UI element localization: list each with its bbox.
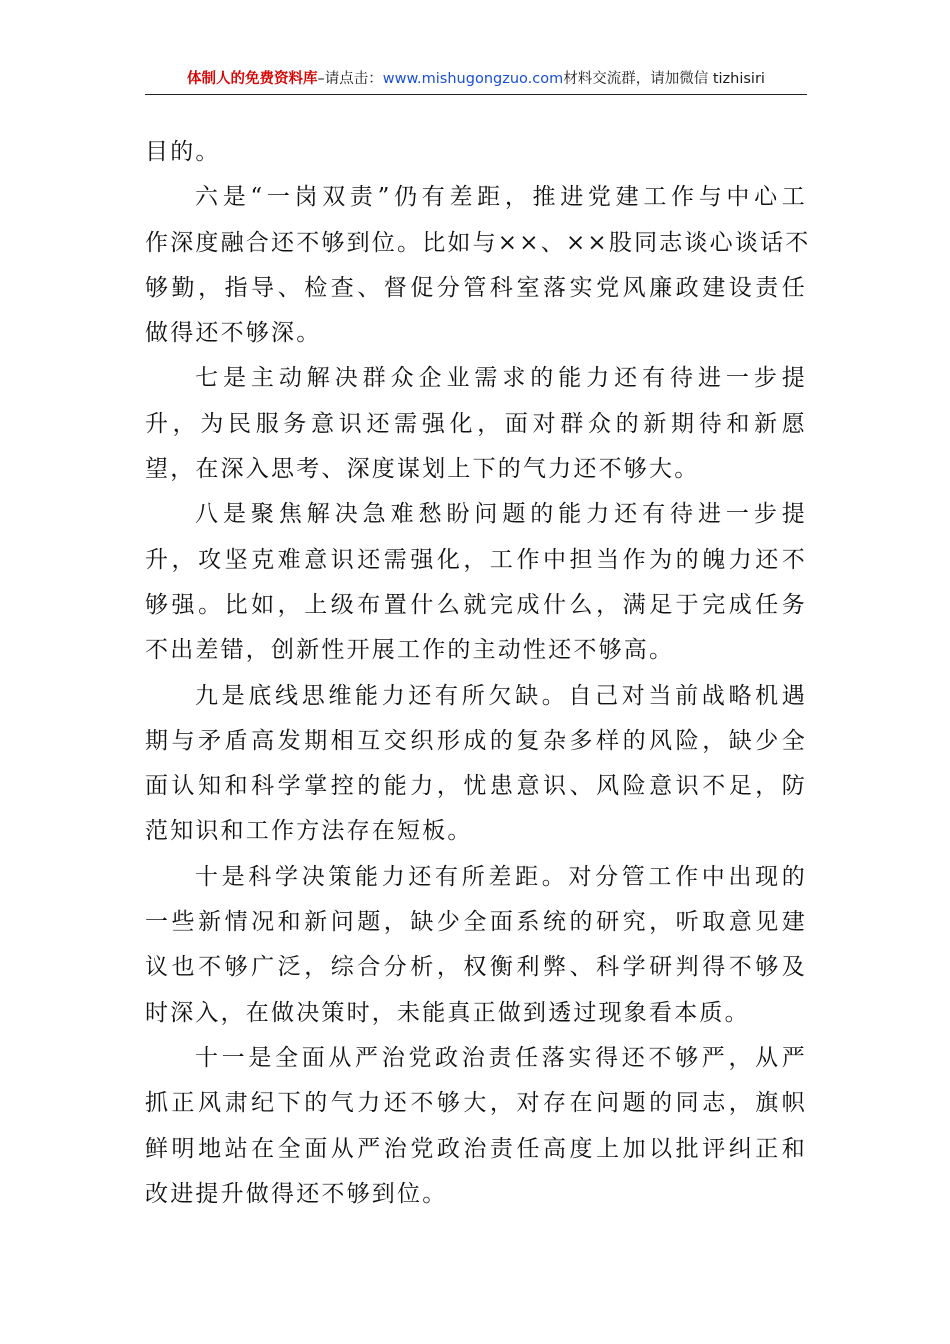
paragraph-nine-line: 面认知和科学掌控的能力，忧患意识、风险意识不足，防 xyxy=(145,773,807,800)
paragraph-nine-line: 范知识和工作方法存在短板。 xyxy=(145,818,473,845)
paragraph-six-line: 六是“一岗双责”仍有差距，推进党建工作与中心工 xyxy=(195,184,807,211)
document-body xyxy=(145,130,811,1217)
paragraph-eight-line: 升，攻坚克难意识还需强化，工作中担当作为的魄力还不 xyxy=(145,546,807,573)
paragraph-eleven-line: 十一是全面从严治党政治责任落实得还不够严，从严 xyxy=(195,1044,807,1071)
paragraph-six-line: 够勤，指导、检查、督促分管科室落实党风廉政建设责任 xyxy=(145,274,807,301)
paragraph-nine-line: 期与矛盾高发期相互交织形成的复杂多样的风险，缺少全 xyxy=(145,727,807,754)
header-prompt: –请点击： xyxy=(317,71,383,87)
paragraph-seven-line: 升，为民服务意识还需强化，面对群众的新期待和新愿 xyxy=(145,410,807,437)
paragraph-ten-line: 十是科学决策能力还有所差距。对分管工作中出现的 xyxy=(195,863,807,890)
paragraph-eight-line: 八是聚焦解决急难愁盼问题的能力还有待进一步提 xyxy=(195,501,807,528)
paragraph-eleven-line: 抓正风肃纪下的气力还不够大，对存在问题的同志，旗帜 xyxy=(145,1090,807,1117)
paragraph-seven-line: 望，在深入思考、深度谋划上下的气力还不够大。 xyxy=(145,456,700,483)
header-wechat-note: 材料交流群，请加微信 tizhisiri xyxy=(563,71,765,87)
paragraph-ten-line: 议也不够广泛，综合分析，权衡利弊、科学研判得不够及 xyxy=(145,954,807,981)
paragraph-ten-line: 时深入，在做决策时，未能真正做到透过现象看本质。 xyxy=(145,999,750,1026)
paragraph-eleven-line: 改进提升做得还不够到位。 xyxy=(145,1180,448,1207)
paragraph-ten-line: 一些新情况和新问题，缺少全面系统的研究，听取意见建 xyxy=(145,909,807,936)
paragraph-eight-line: 不出差错，创新性开展工作的主动性还不够高。 xyxy=(145,637,675,664)
paragraph-six-line: 做得还不够深。 xyxy=(145,320,322,347)
header-brand: 体制人的免费资料库 xyxy=(187,71,318,87)
paragraph-eight-line: 够强。比如，上级布置什么就完成什么，满足于完成任务 xyxy=(145,591,807,618)
paragraph-eleven-line: 鲜明地站在全面从严治党政治责任高度上加以批评纠正和 xyxy=(145,1135,807,1162)
paragraph-seven-line: 七是主动解决群众企业需求的能力还有待进一步提 xyxy=(195,365,807,392)
page-header xyxy=(145,68,807,95)
text-line: 目的。 xyxy=(145,139,221,165)
paragraph-nine-line: 九是底线思维能力还有所欠缺。自己对当前战略机遇 xyxy=(195,682,807,709)
header-url-link[interactable]: www.mishugongzuo.com xyxy=(382,71,564,87)
paragraph-six-line: 作深度融合还不够到位。比如与××、××股同志谈心谈话不 xyxy=(145,229,811,256)
